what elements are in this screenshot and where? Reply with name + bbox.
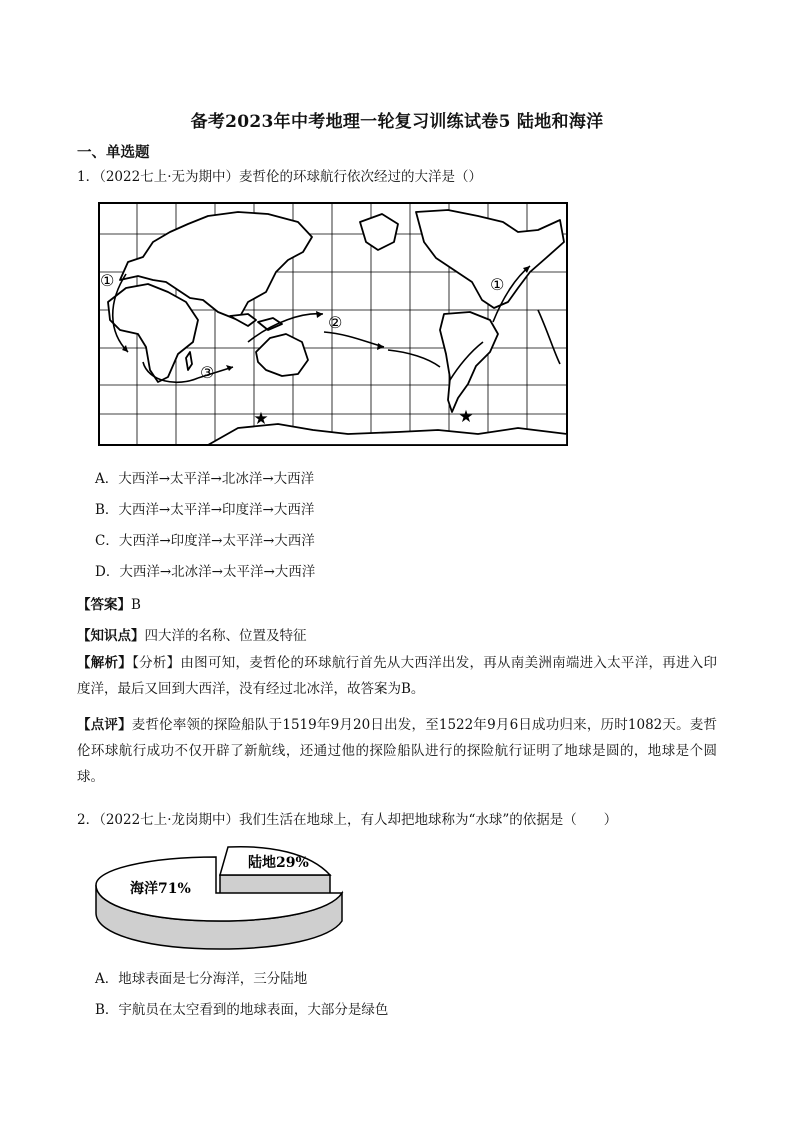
analysis-sub-label: 【分析】 <box>132 655 181 671</box>
question-1-option-b: B．大西洋→太平洋→印度洋→大西洋 <box>95 502 315 518</box>
comment-paragraph <box>77 712 717 790</box>
analysis-text: 由图可知，麦哲伦的环球航行首先从大西洋出发，再从南美洲南端进入太平洋，再进入印度洋，最后又回到大西洋，没有经过北冰洋，故答案为B。 <box>77 655 718 697</box>
magellan-route-map <box>98 202 568 446</box>
route-marker-1-left: ① <box>100 271 115 290</box>
question-1-option-d: D．大西洋→北冰洋→太平洋→大西洋 <box>95 564 316 580</box>
answer-value: B <box>131 597 141 613</box>
analysis-label: 【解析】 <box>77 655 133 671</box>
question-2-stem: 2．（2022七上·龙岗期中）我们生活在地球上，有人却把地球称为“水球”的依据是（ ） <box>77 812 618 828</box>
knowledge-value: 四大洋的名称、位置及特征 <box>144 628 307 644</box>
ocean-label: 海洋71% <box>130 881 191 897</box>
question-1-option-c: C．大西洋→印度洋→太平洋→大西洋 <box>95 533 315 549</box>
land-label: 陆地29% <box>248 855 309 871</box>
comment-label: 【点评】 <box>77 717 132 733</box>
land-ocean-pie-chart <box>90 835 380 955</box>
comment-text: 麦哲伦率领的探险船队于1519年9月20日出发，至1522年9月6日成功归来，历时1082天。麦哲伦环球航行成功不仅开辟了新航线，还通过他的探险船队进行的探险航行证明了地球是圆的，地球是个圆球。 <box>77 717 718 785</box>
knowledge-label: 【知识点】 <box>77 628 145 644</box>
analysis-paragraph <box>77 650 717 702</box>
star-icon: ★ <box>253 409 269 429</box>
route-marker-2: ② <box>328 313 343 332</box>
answer-label: 【答案】 <box>77 597 131 613</box>
star-icon: ★ <box>458 407 474 427</box>
section-heading: 一、单选题 <box>77 144 150 161</box>
question-1-option-a: A．大西洋→太平洋→北冰洋→大西洋 <box>95 471 315 487</box>
question-2-option-b: B．宇航员在太空看到的地球表面，大部分是绿色 <box>95 1002 389 1018</box>
route-marker-3: ③ <box>200 363 215 382</box>
answer-line <box>77 593 141 613</box>
page-title: 备考2023年中考地理一轮复习训练试卷5 陆地和海洋 <box>190 112 604 132</box>
knowledge-line <box>77 624 307 644</box>
route-marker-1-right: ① <box>490 275 505 294</box>
question-2-option-a: A．地球表面是七分海洋，三分陆地 <box>95 971 308 987</box>
question-1-stem: 1．（2022七上·无为期中）麦哲伦的环球航行依次经过的大洋是（） <box>77 169 482 185</box>
